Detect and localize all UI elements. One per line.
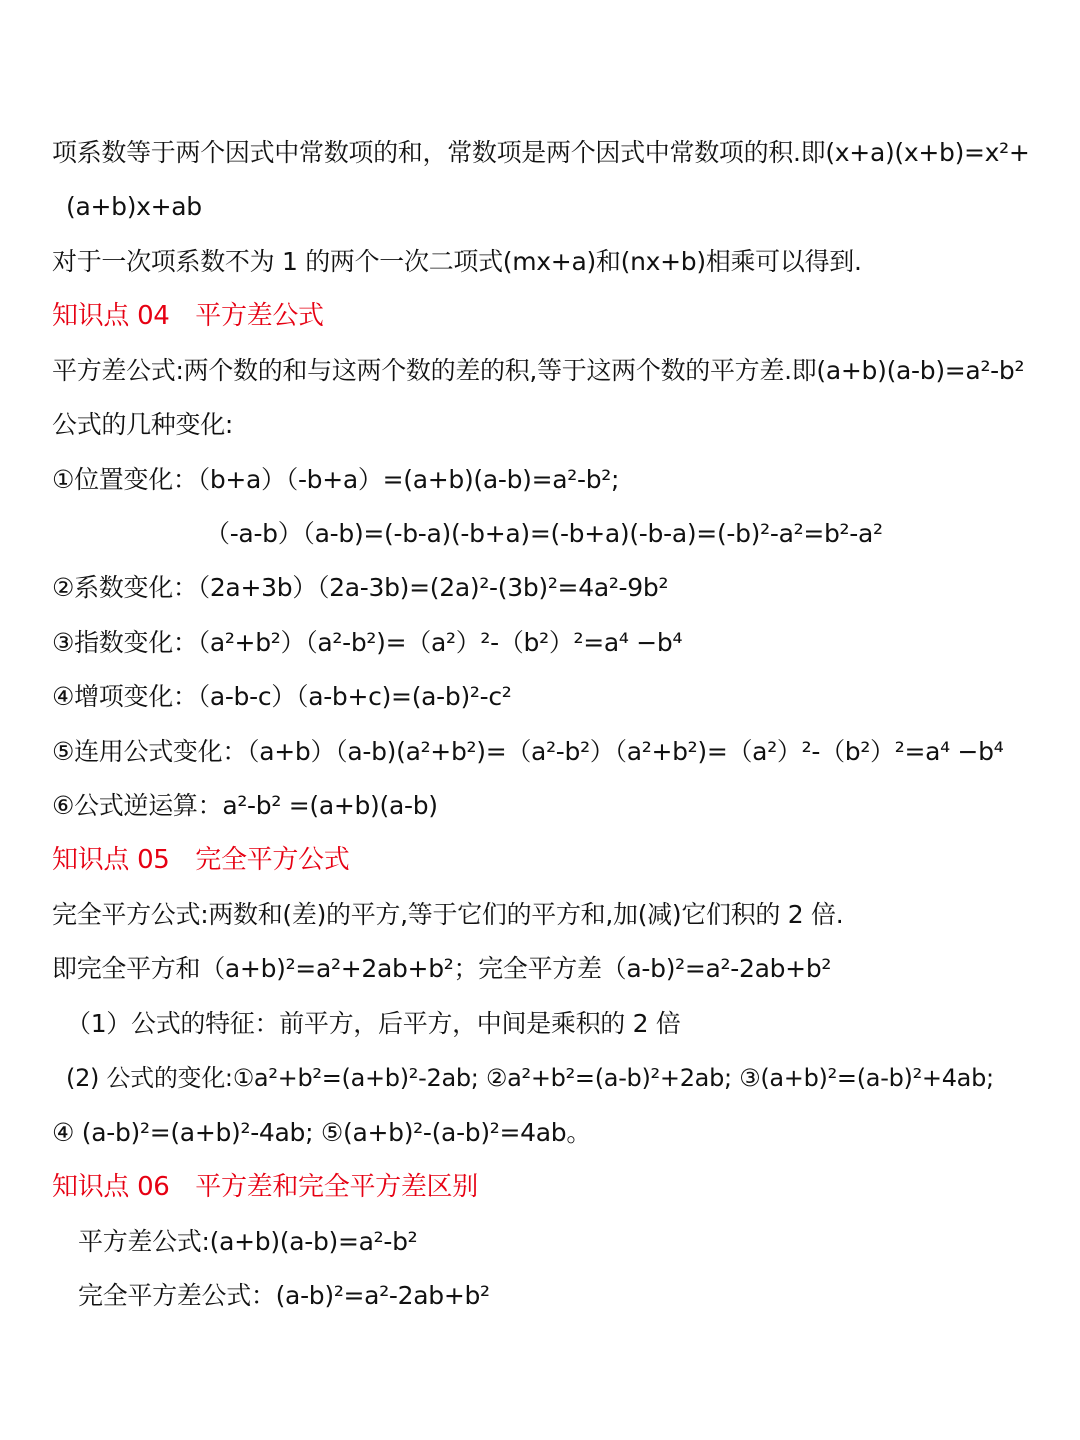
- formula-line: （-a-b）（a-b)=(-b-a)(-b+a)=(-b+a)(-b-a)=(-b)²-a²=b²-a²: [205, 519, 883, 548]
- formula-line: ⑥公式逆运算：a²-b² =(a+b)(a-b): [52, 791, 438, 820]
- section-heading-06: 知识点 06 平方差和完全平方差区别: [52, 1172, 478, 1202]
- formula-line: (2) 公式的变化:①a²+b²=(a+b)²-2ab; ②a²+b²=(a-b)²+2ab; ③(a+b)²=(a-b)²+4ab;: [66, 1064, 994, 1092]
- formula-line: ①位置变化：（b+a）（-b+a）=(a+b)(a-b)=a²-b²;: [52, 465, 620, 494]
- text-line: 对于一次项系数不为 1 的两个一次二项式(mx+a)和(nx+b)相乘可以得到.: [52, 247, 862, 276]
- formula-line: 平方差公式:(a+b)(a-b)=a²-b²: [78, 1227, 418, 1256]
- formula-line: ③指数变化：（a²+b²）（a²-b²)=（a²）²-（b²）²=a⁴ −b⁴: [52, 628, 683, 657]
- formula-line: ④增项变化：（a-b-c）（a-b+c)=(a-b)²-c²: [52, 682, 512, 711]
- formula-line: ⑤连用公式变化：（a+b）（a-b)(a²+b²)=（a²-b²）（a²+b²)=（a²）²-（b²）²=a⁴ −b⁴: [52, 737, 1004, 766]
- formula-line: ④ (a-b)²=(a+b)²-4ab; ⑤(a+b)²-(a-b)²=4ab。: [52, 1118, 592, 1147]
- text-line: （1）公式的特征：前平方，后平方，中间是乘积的 2 倍: [66, 1009, 681, 1038]
- text-line: (a+b)x+ab: [66, 192, 202, 221]
- text-line: 项系数等于两个因式中常数项的和，常数项是两个因式中常数项的积.即(x+a)(x+b)=x²+: [52, 138, 1030, 167]
- text-line: 平方差公式:两个数的和与这两个数的差的积,等于这两个数的平方差.即(a+b)(a-b)=a²-b²: [52, 356, 1025, 385]
- formula-line: ②系数变化：（2a+3b）（2a-3b)=(2a)²-(3b)²=4a²-9b²: [52, 573, 669, 602]
- formula-line: 即完全平方和（a+b)²=a²+2ab+b²；完全平方差（a-b)²=a²-2ab+b²: [52, 954, 832, 983]
- formula-line: 完全平方差公式：(a-b)²=a²-2ab+b²: [78, 1281, 490, 1310]
- section-heading-04: 知识点 04 平方差公式: [52, 301, 324, 331]
- text-line: 公式的几种变化:: [52, 410, 234, 439]
- section-heading-05: 知识点 05 完全平方公式: [52, 845, 350, 875]
- text-line: 完全平方公式:两数和(差)的平方,等于它们的平方和,加(减)它们积的 2 倍.: [52, 900, 844, 929]
